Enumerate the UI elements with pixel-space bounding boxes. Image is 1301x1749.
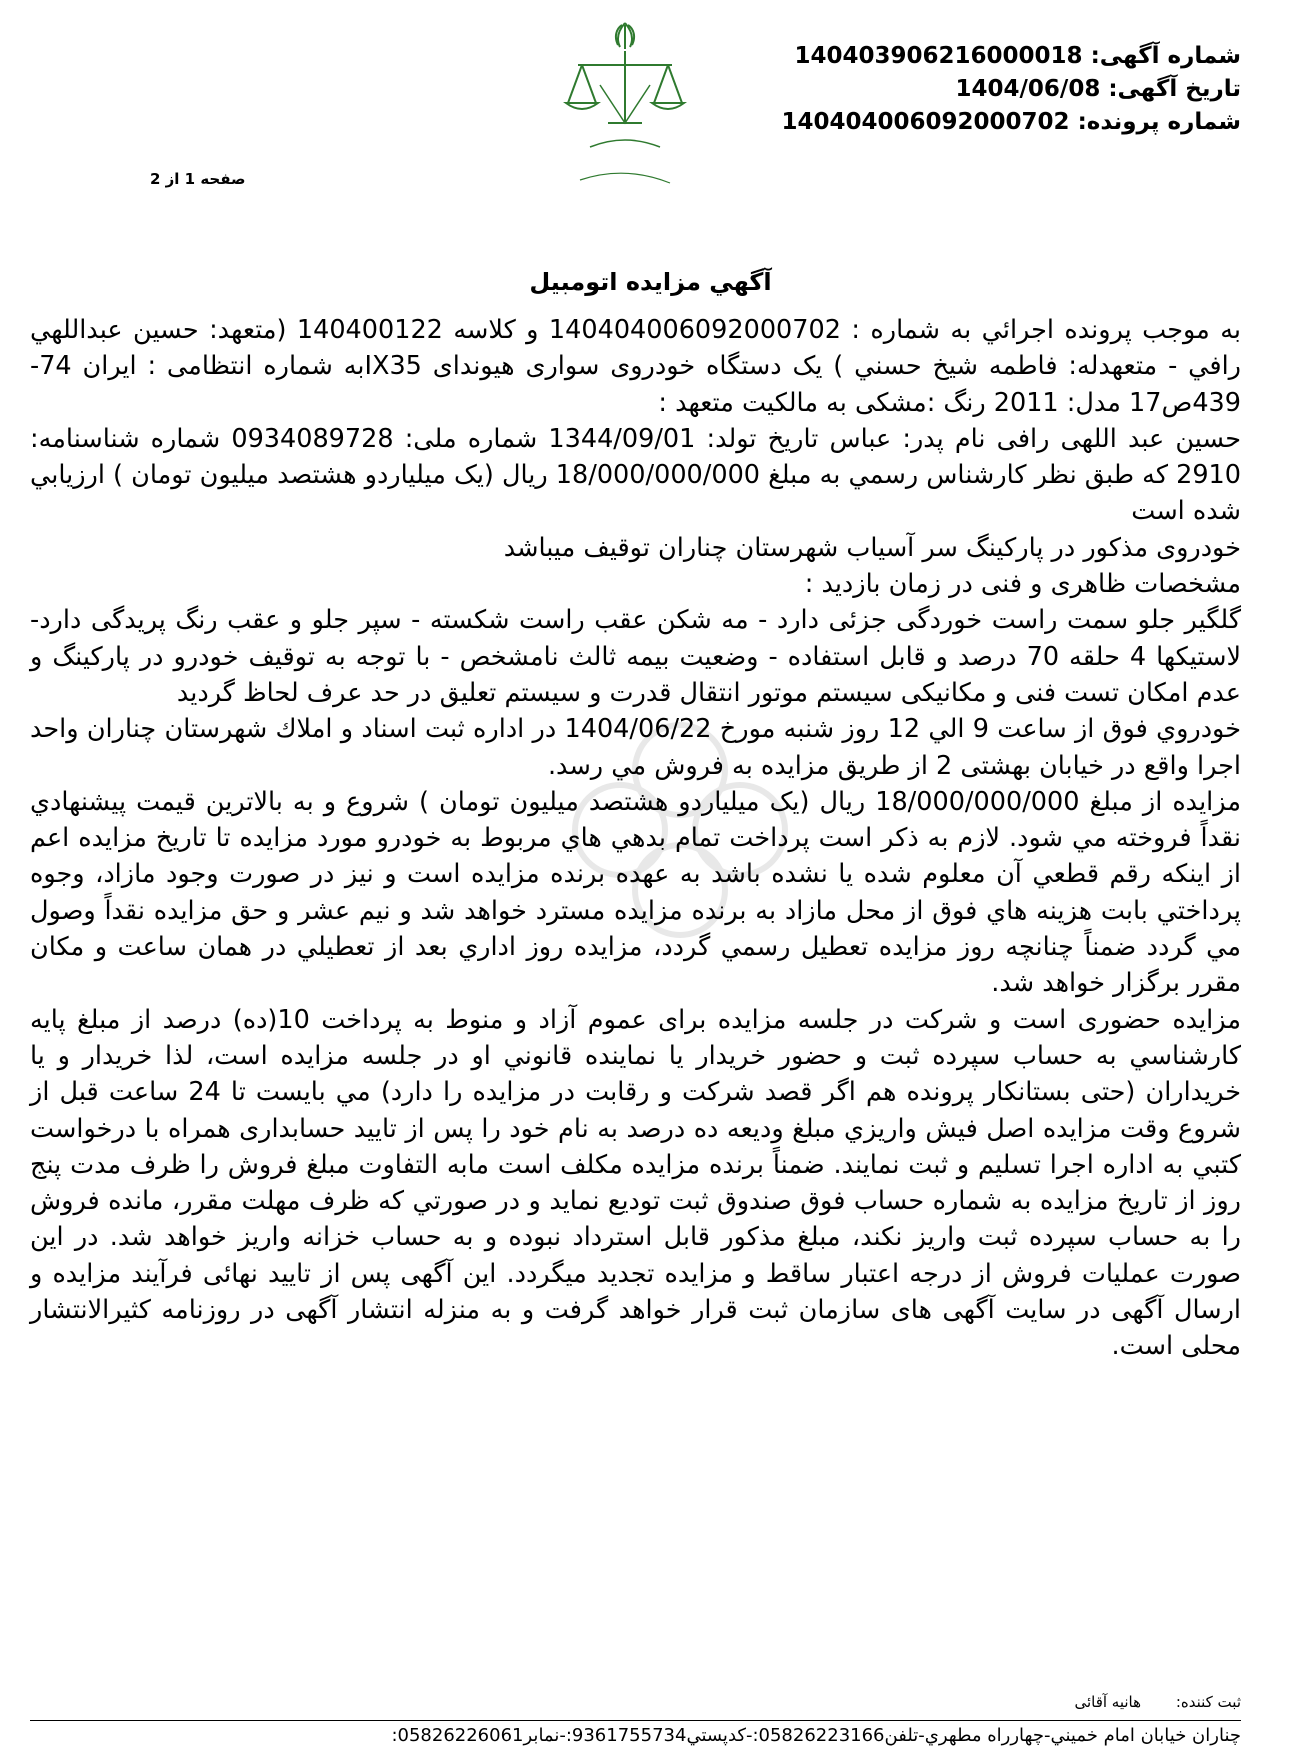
page-title: آگهي مزايده اتومبيل (529, 268, 772, 296)
file-number: 140404006092000702 (781, 109, 1070, 135)
paragraph-specs-heading: مشخصات ظاهری و فنی در زمان بازدید : (804, 569, 1241, 600)
paragraph-owner-valuation: حسین عبد اللهی رافی نام پدر: عباس تاریخ تولد: 1344/09/01 شماره ملی: 0934089728 شماره شناسنامه: 2910 که طبق نظر کارشناس رسمي به مبلغ 18/000/000/000 ريال (یک میلیاردو هشتصد میلیون تومان ) ارزيابي شده است (30, 423, 1241, 527)
file-number-row (781, 106, 1241, 139)
paragraph-auction-time: خودروي فوق از ساعت 9 الي 12 روز شنبه مورخ 1404/06/22 در اداره ثبت اسناد و املاك شهرستان چناران واحد اجرا واقع در خیابان بهشتی 2 از طريق مزايده به فروش مي رسد. (30, 714, 1241, 781)
registrar-label: ثبت کننده: (1175, 1693, 1241, 1711)
paragraph-vehicle-location: خودروی مذکور در پارکینگ سر آسیاب شهرستان چناران توقیف میباشد (503, 532, 1241, 563)
paragraph-auction-terms: مزايده از مبلغ 18/000/000/000 ريال (یک میلیاردو هشتصد میلیون تومان ) شروع و به بالاترين قيمت پيشنهادي نقداً فروخته مي شود. لازم به ذکر است پرداخت تمام بدهي هاي مربوط به خودرو مورد مزايده تا تاريخ مزايده اعم از اينکه رقم قطعي آن معلوم شده يا نشده باشد به عهده برنده مزايده است و نيز در صورت وجود مازاد، وجوه پرداختي بابت هزينه هاي فوق از محل مازاد به برنده مزايده مسترد خواهد شد و نيم عشر و حق مزايده نقداً وصول مي گردد ضمناً چنانچه روز مزايده تعطيل رسمي گردد، مزايده روز اداري بعد از تعطيلي در همان ساعت و مکان مقرر برگزار خواهد شد. (30, 786, 1241, 999)
office-address: چناران خيابان امام خميني-چهارراه مطهري-تلفن05826223166:-کدپستي9361755734:-نمابر05826226061: (391, 1725, 1241, 1746)
ad-meta (781, 40, 1241, 139)
ad-number: 140403906216000018 (794, 43, 1083, 69)
page-indicator: صفحه 1 از 2 (150, 170, 246, 188)
document-header (0, 0, 1301, 230)
ad-number-row (781, 40, 1241, 73)
file-number-label: شماره پرونده: (1077, 109, 1241, 135)
registrar-name: هانیه آقائی (1074, 1693, 1142, 1711)
ad-date: 1404/06/08 (955, 76, 1101, 102)
judiciary-emblem-icon (560, 15, 690, 215)
ad-date-label: تاریخ آگهی: (1108, 76, 1241, 102)
document-body (30, 312, 1241, 1365)
paragraph-vehicle-condition: گلگیر جلو سمت راست خوردگی جزئی دارد - مه شکن عقب راست شکسته - سپر جلو و عقب رنگ پریدگی دارد- لاستیکها 4 حلقه 70 درصد و قابل استفاده - وضعیت بیمه ثالث نامشخص - با توجه به توقیف خودرو در پارکینگ و عدم امکان تست فنی و مکانیکی سیستم موتور انتقال قدرت و سیستم تعلیق در حد عرف لحاظ گردید (30, 605, 1241, 708)
ad-number-label: شماره آگهی: (1090, 43, 1241, 69)
paragraph-participation-rules: مزایده حضوری است و شرکت در جلسه مزایده برای عموم آزاد و منوط به پرداخت 10(ده) درصد از مبلغ پايه کارشناسي به حساب سپرده ثبت و حضور خريدار يا نماينده قانوني او در جلسه مزايده است، لذا خريدار و يا خريداران (حتی بستانکار پرونده هم اگر قصد شرکت و رقابت در مزايده را دارد) مي بايست تا 24 ساعت قبل از شروع وقت مزايده اصل فيش واريزي مبلغ وديعه ده درصد به نام خود را پس از تاييد حسابداری همراه با درخواست کتبي به اداره اجرا تسليم و ثبت نمايند. ضمناً برنده مزايده مکلف است مابه التفاوت مبلغ فروش را ظرف مدت پنج روز از تاريخ مزايده به شماره حساب فوق صندوق ثبت توديع نمايد و در صورتي که ظرف مهلت مقرر، مانده فروش را به حساب سپرده ثبت واريز نکند، مبلغ مذکور قابل استرداد نبوده و به حساب خزانه واريز خواهد شد. در اين صورت عمليات فروش از درجه اعتبار ساقط و مزايده تجديد ميگردد. این آگهی پس از تایید نهائی فرآیند مزایده و ارسال آگهی در سایت آگهی های سازمان ثبت قرار خواهد گرفت و به منزله انتشار آگهی در روزنامه کثیرالانتشار محلی است. (30, 1004, 1241, 1362)
paragraph-case-details: به موجب پرونده اجرائي به شماره : 140404006092000702 و کلاسه 140400122 (متعهد: حسين عبداللهي رافي - متعهدله: فاطمه شيخ حسني ) يک دستگاه خودروی سواری هیوندای IX35به شماره انتظامی : ایران 74-439ص17 مدل: 2011 رنگ :مشکی به مالکیت متعهد : (30, 315, 1242, 418)
registrar-line (30, 1693, 1241, 1711)
footer-divider (30, 1720, 1241, 1721)
ad-date-row (781, 73, 1241, 106)
